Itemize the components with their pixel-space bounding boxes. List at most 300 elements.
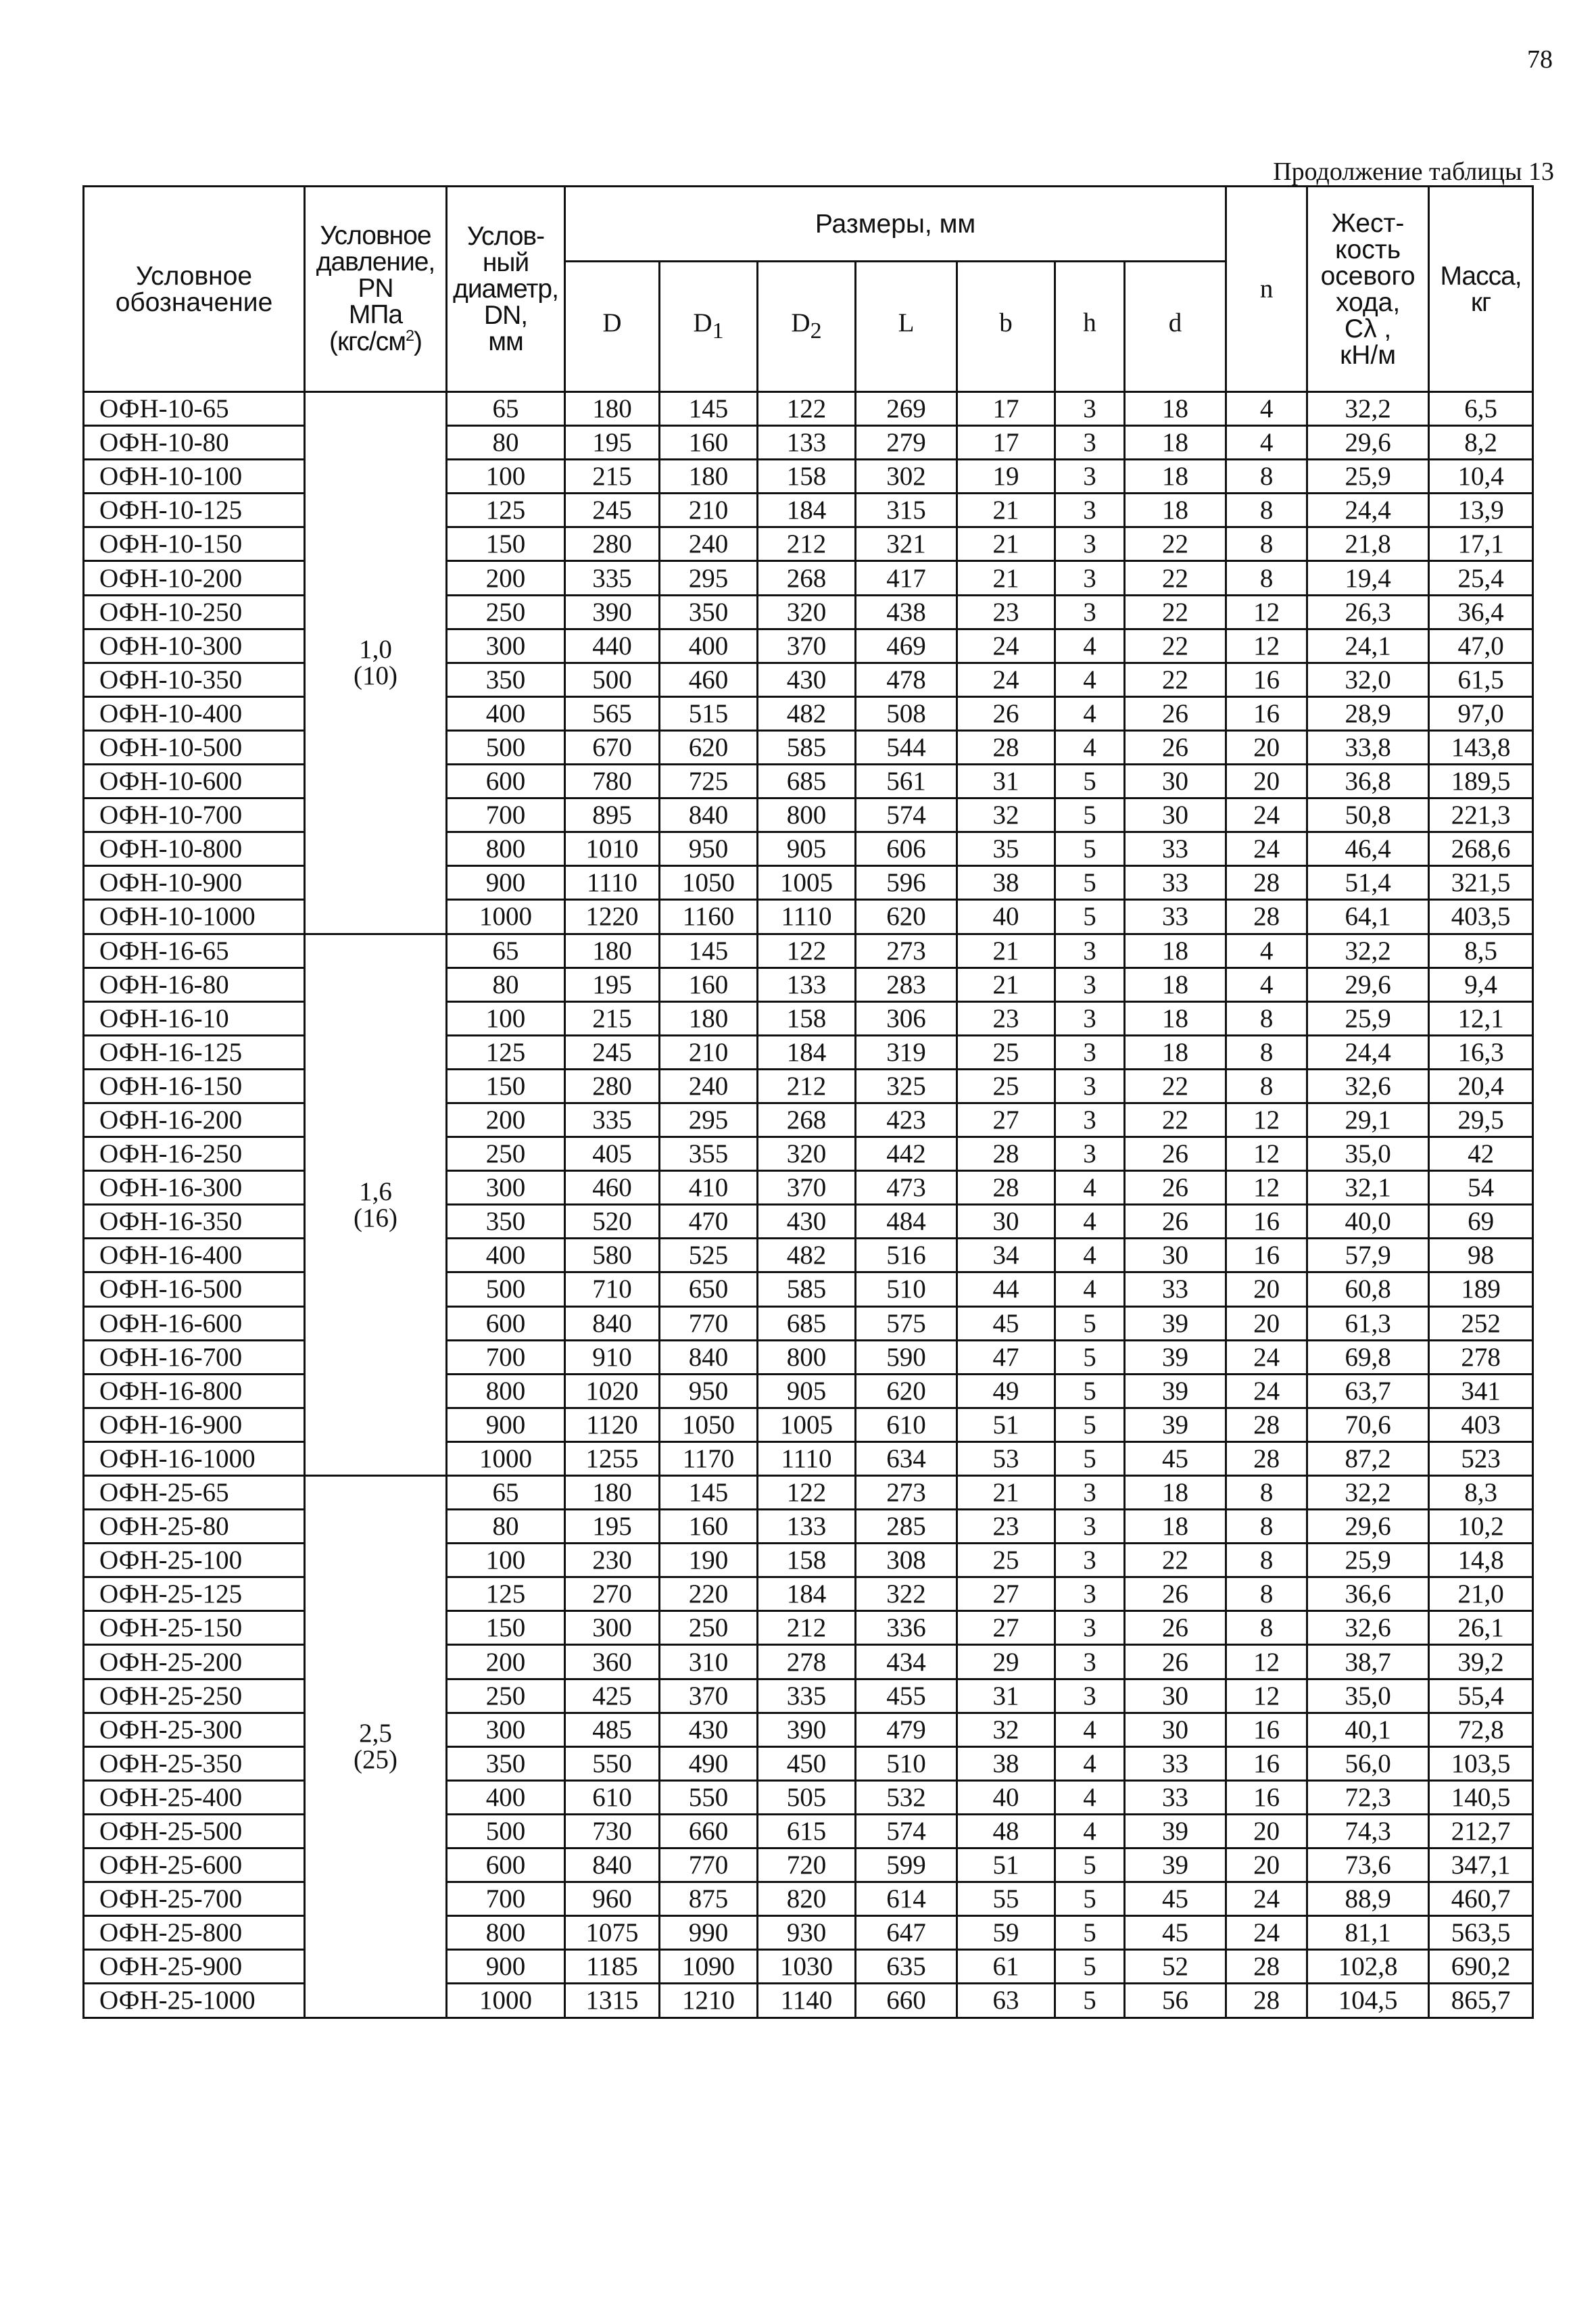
value-cell: 23 — [957, 1001, 1055, 1035]
value-cell: 800 — [447, 1374, 565, 1408]
value-cell: 505 — [758, 1780, 856, 1814]
designation-cell: ОФН-16-900 — [84, 1408, 305, 1441]
table-row — [84, 866, 1533, 900]
table-row — [84, 1544, 1533, 1577]
value-cell: 434 — [856, 1645, 957, 1679]
value-cell: 1005 — [758, 1408, 856, 1441]
value-cell: 30 — [957, 1205, 1055, 1239]
value-cell: 1075 — [565, 1916, 660, 1950]
value-cell: 685 — [758, 765, 856, 798]
value-cell: 470 — [660, 1205, 758, 1239]
value-cell: 245 — [565, 494, 660, 527]
table-row — [84, 765, 1533, 798]
value-cell: 430 — [660, 1713, 758, 1746]
value-cell: 14,8 — [1429, 1544, 1533, 1577]
table-row — [84, 1510, 1533, 1544]
value-cell: 48 — [957, 1814, 1055, 1848]
value-cell: 40,1 — [1307, 1713, 1429, 1746]
header-dim-D1: D1 — [660, 262, 758, 392]
value-cell: 273 — [856, 934, 957, 968]
value-cell: 423 — [856, 1103, 957, 1137]
value-cell: 22 — [1125, 595, 1226, 629]
table-row — [84, 1171, 1533, 1205]
value-cell: 42 — [1429, 1137, 1533, 1171]
value-cell: 35,0 — [1307, 1679, 1429, 1713]
value-cell: 21 — [957, 494, 1055, 527]
value-cell: 133 — [758, 426, 856, 460]
table-row — [84, 1205, 1533, 1239]
value-cell: 430 — [758, 663, 856, 696]
value-cell: 28,9 — [1307, 696, 1429, 730]
value-cell: 22 — [1125, 561, 1226, 595]
header-dim-b: b — [957, 262, 1055, 392]
value-cell: 482 — [758, 1239, 856, 1272]
value-cell: 4 — [1055, 1239, 1125, 1272]
value-cell: 268 — [758, 561, 856, 595]
value-cell: 72,8 — [1429, 1713, 1533, 1746]
value-cell: 39,2 — [1429, 1645, 1533, 1679]
value-cell: 39 — [1125, 1814, 1226, 1848]
value-cell: 29,5 — [1429, 1103, 1533, 1137]
value-cell: 32,6 — [1307, 1069, 1429, 1103]
table-row — [84, 1814, 1533, 1848]
table-row — [84, 1340, 1533, 1374]
value-cell: 341 — [1429, 1374, 1533, 1408]
value-cell: 308 — [856, 1544, 957, 1577]
value-cell: 900 — [447, 1408, 565, 1441]
value-cell: 25,9 — [1307, 460, 1429, 494]
value-cell: 430 — [758, 1205, 856, 1239]
table-row — [84, 1611, 1533, 1645]
value-cell: 33 — [1125, 1272, 1226, 1306]
designation-cell: ОФН-16-250 — [84, 1137, 305, 1171]
designation-cell: ОФН-10-500 — [84, 730, 305, 764]
value-cell: 189 — [1429, 1272, 1533, 1306]
value-cell: 8 — [1226, 494, 1307, 527]
pressure-group-cell: 1,6 (16) — [305, 934, 447, 1476]
value-cell: 5 — [1055, 798, 1125, 832]
value-cell: 5 — [1055, 765, 1125, 798]
value-cell: 53 — [957, 1441, 1055, 1475]
value-cell: 1050 — [660, 866, 758, 900]
value-cell: 3 — [1055, 1035, 1125, 1069]
value-cell: 1030 — [758, 1950, 856, 1984]
table-row — [84, 1001, 1533, 1035]
value-cell: 4 — [1226, 934, 1307, 968]
value-cell: 102,8 — [1307, 1950, 1429, 1984]
value-cell: 1005 — [758, 866, 856, 900]
value-cell: 250 — [447, 1679, 565, 1713]
value-cell: 895 — [565, 798, 660, 832]
value-cell: 12 — [1226, 1137, 1307, 1171]
value-cell: 125 — [447, 494, 565, 527]
value-cell: 56 — [1125, 1984, 1226, 2018]
table-row — [84, 1679, 1533, 1713]
value-cell: 455 — [856, 1679, 957, 1713]
value-cell: 8 — [1226, 1069, 1307, 1103]
header-n: n — [1226, 187, 1307, 392]
value-cell: 840 — [565, 1848, 660, 1882]
value-cell: 600 — [447, 1848, 565, 1882]
value-cell: 450 — [758, 1746, 856, 1780]
value-cell: 865,7 — [1429, 1984, 1533, 2018]
value-cell: 100 — [447, 1544, 565, 1577]
value-cell: 133 — [758, 1510, 856, 1544]
value-cell: 8 — [1226, 1035, 1307, 1069]
header-diameter: Услов- ный диаметр, DN, мм — [447, 187, 565, 392]
value-cell: 20,4 — [1429, 1069, 1533, 1103]
value-cell: 532 — [856, 1780, 957, 1814]
value-cell: 180 — [565, 934, 660, 968]
value-cell: 200 — [447, 1103, 565, 1137]
value-cell: 350 — [660, 595, 758, 629]
designation-cell: ОФН-10-400 — [84, 696, 305, 730]
value-cell: 950 — [660, 832, 758, 866]
value-cell: 8,3 — [1429, 1476, 1533, 1510]
value-cell: 80 — [447, 968, 565, 1001]
value-cell: 8 — [1226, 460, 1307, 494]
designation-cell: ОФН-25-900 — [84, 1950, 305, 1984]
value-cell: 285 — [856, 1510, 957, 1544]
designation-cell: ОФН-10-350 — [84, 663, 305, 696]
table-row — [84, 527, 1533, 561]
value-cell: 28 — [1226, 1950, 1307, 1984]
value-cell: 1160 — [660, 900, 758, 934]
value-cell: 273 — [856, 1476, 957, 1510]
table-row — [84, 595, 1533, 629]
value-cell: 80 — [447, 426, 565, 460]
value-cell: 250 — [447, 595, 565, 629]
table-row — [84, 561, 1533, 595]
value-cell: 61 — [957, 1950, 1055, 1984]
value-cell: 97,0 — [1429, 696, 1533, 730]
value-cell: 300 — [447, 1171, 565, 1205]
value-cell: 417 — [856, 561, 957, 595]
value-cell: 18 — [1125, 494, 1226, 527]
table-row — [84, 1272, 1533, 1306]
value-cell: 12 — [1226, 1103, 1307, 1137]
value-cell: 212 — [758, 1611, 856, 1645]
value-cell: 405 — [565, 1137, 660, 1171]
value-cell: 180 — [565, 1476, 660, 1510]
value-cell: 561 — [856, 765, 957, 798]
table-row — [84, 1577, 1533, 1611]
value-cell: 24 — [1226, 1374, 1307, 1408]
value-cell: 8 — [1226, 1510, 1307, 1544]
value-cell: 400 — [447, 1780, 565, 1814]
designation-cell: ОФН-16-10 — [84, 1001, 305, 1035]
value-cell: 20 — [1226, 1306, 1307, 1340]
value-cell: 40 — [957, 900, 1055, 934]
value-cell: 4 — [1055, 1171, 1125, 1205]
value-cell: 1090 — [660, 1950, 758, 1984]
designation-cell: ОФН-25-65 — [84, 1476, 305, 1510]
value-cell: 69,8 — [1307, 1340, 1429, 1374]
value-cell: 16 — [1226, 1239, 1307, 1272]
value-cell: 33 — [1125, 1780, 1226, 1814]
value-cell: 210 — [660, 1035, 758, 1069]
value-cell: 65 — [447, 392, 565, 426]
value-cell: 800 — [758, 1340, 856, 1374]
value-cell: 5 — [1055, 1848, 1125, 1882]
value-cell: 25,9 — [1307, 1001, 1429, 1035]
value-cell: 606 — [856, 832, 957, 866]
value-cell: 47 — [957, 1340, 1055, 1374]
designation-cell: ОФН-16-350 — [84, 1205, 305, 1239]
designation-cell: ОФН-25-150 — [84, 1611, 305, 1645]
value-cell: 26 — [1125, 730, 1226, 764]
value-cell: 660 — [660, 1814, 758, 1848]
value-cell: 400 — [660, 629, 758, 663]
value-cell: 4 — [1226, 426, 1307, 460]
value-cell: 60,8 — [1307, 1272, 1429, 1306]
value-cell: 145 — [660, 392, 758, 426]
value-cell: 16 — [1226, 696, 1307, 730]
table-row — [84, 460, 1533, 494]
table-row — [84, 1137, 1533, 1171]
value-cell: 28 — [1226, 1984, 1307, 2018]
value-cell: 5 — [1055, 1882, 1125, 1916]
header-dim-D: D — [565, 262, 660, 392]
value-cell: 905 — [758, 832, 856, 866]
value-cell: 65 — [447, 1476, 565, 1510]
value-cell: 3 — [1055, 494, 1125, 527]
value-cell: 26 — [1125, 1611, 1226, 1645]
value-cell: 61,5 — [1429, 663, 1533, 696]
value-cell: 72,3 — [1307, 1780, 1429, 1814]
value-cell: 685 — [758, 1306, 856, 1340]
value-cell: 295 — [660, 561, 758, 595]
value-cell: 158 — [758, 460, 856, 494]
value-cell: 16,3 — [1429, 1035, 1533, 1069]
value-cell: 195 — [565, 1510, 660, 1544]
value-cell: 650 — [660, 1272, 758, 1306]
value-cell: 840 — [660, 1340, 758, 1374]
value-cell: 279 — [856, 426, 957, 460]
value-cell: 45 — [957, 1306, 1055, 1340]
designation-cell: ОФН-16-1000 — [84, 1441, 305, 1475]
value-cell: 5 — [1055, 1408, 1125, 1441]
value-cell: 620 — [660, 730, 758, 764]
designation-cell: ОФН-10-300 — [84, 629, 305, 663]
value-cell: 510 — [856, 1272, 957, 1306]
designation-cell: ОФН-25-350 — [84, 1746, 305, 1780]
value-cell: 700 — [447, 1340, 565, 1374]
table-row — [84, 629, 1533, 663]
value-cell: 460,7 — [1429, 1882, 1533, 1916]
value-cell: 306 — [856, 1001, 957, 1035]
value-cell: 10,4 — [1429, 460, 1533, 494]
value-cell: 370 — [758, 629, 856, 663]
table-row — [84, 900, 1533, 934]
value-cell: 725 — [660, 765, 758, 798]
table-row — [84, 1713, 1533, 1746]
table-row — [84, 1882, 1533, 1916]
value-cell: 5 — [1055, 1984, 1125, 2018]
value-cell: 4 — [1055, 696, 1125, 730]
value-cell: 515 — [660, 696, 758, 730]
value-cell: 438 — [856, 595, 957, 629]
value-cell: 29,6 — [1307, 426, 1429, 460]
designation-cell: ОФН-25-80 — [84, 1510, 305, 1544]
value-cell: 28 — [1226, 866, 1307, 900]
value-cell: 500 — [447, 1272, 565, 1306]
value-cell: 212 — [758, 1069, 856, 1103]
value-cell: 16 — [1226, 663, 1307, 696]
value-cell: 3 — [1055, 1103, 1125, 1137]
value-cell: 210 — [660, 494, 758, 527]
designation-cell: ОФН-16-600 — [84, 1306, 305, 1340]
value-cell: 335 — [758, 1679, 856, 1713]
value-cell: 268 — [758, 1103, 856, 1137]
value-cell: 1255 — [565, 1441, 660, 1475]
value-cell: 3 — [1055, 1645, 1125, 1679]
value-cell: 45 — [1125, 1916, 1226, 1950]
value-cell: 730 — [565, 1814, 660, 1848]
value-cell: 22 — [1125, 1544, 1226, 1577]
value-cell: 9,4 — [1429, 968, 1533, 1001]
value-cell: 125 — [447, 1577, 565, 1611]
value-cell: 250 — [660, 1611, 758, 1645]
value-cell: 3 — [1055, 527, 1125, 561]
value-cell: 160 — [660, 426, 758, 460]
value-cell: 64,1 — [1307, 900, 1429, 934]
value-cell: 55,4 — [1429, 1679, 1533, 1713]
header-dim-D2: D2 — [758, 262, 856, 392]
value-cell: 770 — [660, 1848, 758, 1882]
value-cell: 40 — [957, 1780, 1055, 1814]
designation-cell: ОФН-16-400 — [84, 1239, 305, 1272]
value-cell: 17 — [957, 392, 1055, 426]
value-cell: 35 — [957, 832, 1055, 866]
value-cell: 36,6 — [1307, 1577, 1429, 1611]
value-cell: 32,6 — [1307, 1611, 1429, 1645]
value-cell: 1110 — [758, 1441, 856, 1475]
value-cell: 160 — [660, 1510, 758, 1544]
value-cell: 22 — [1125, 527, 1226, 561]
value-cell: 5 — [1055, 1950, 1125, 1984]
value-cell: 3 — [1055, 561, 1125, 595]
value-cell: 26 — [1125, 1645, 1226, 1679]
value-cell: 195 — [565, 968, 660, 1001]
value-cell: 26 — [957, 696, 1055, 730]
value-cell: 544 — [856, 730, 957, 764]
value-cell: 12 — [1226, 1679, 1307, 1713]
value-cell: 240 — [660, 1069, 758, 1103]
value-cell: 482 — [758, 696, 856, 730]
value-cell: 190 — [660, 1544, 758, 1577]
header-dim-L: L — [856, 262, 957, 392]
value-cell: 4 — [1055, 663, 1125, 696]
value-cell: 19 — [957, 460, 1055, 494]
value-cell: 212,7 — [1429, 1814, 1533, 1848]
value-cell: 150 — [447, 1069, 565, 1103]
value-cell: 33 — [1125, 900, 1226, 934]
value-cell: 52 — [1125, 1950, 1226, 1984]
value-cell: 930 — [758, 1916, 856, 1950]
value-cell: 18 — [1125, 426, 1226, 460]
value-cell: 403 — [1429, 1408, 1533, 1441]
value-cell: 74,3 — [1307, 1814, 1429, 1848]
value-cell: 574 — [856, 1814, 957, 1848]
value-cell: 245 — [565, 1035, 660, 1069]
value-cell: 335 — [565, 561, 660, 595]
value-cell: 4 — [1055, 1272, 1125, 1306]
value-cell: 65 — [447, 934, 565, 968]
value-cell: 28 — [1226, 900, 1307, 934]
value-cell: 4 — [1055, 1713, 1125, 1746]
value-cell: 17 — [957, 426, 1055, 460]
value-cell: 63,7 — [1307, 1374, 1429, 1408]
value-cell: 478 — [856, 663, 957, 696]
value-cell: 21 — [957, 561, 1055, 595]
value-cell: 47,0 — [1429, 629, 1533, 663]
value-cell: 800 — [447, 1916, 565, 1950]
value-cell: 150 — [447, 527, 565, 561]
value-cell: 24 — [1226, 1340, 1307, 1374]
value-cell: 51,4 — [1307, 866, 1429, 900]
table-row — [84, 1645, 1533, 1679]
value-cell: 400 — [447, 1239, 565, 1272]
value-cell: 5 — [1055, 1374, 1125, 1408]
value-cell: 33,8 — [1307, 730, 1429, 764]
value-cell: 24,4 — [1307, 494, 1429, 527]
table-row — [84, 1746, 1533, 1780]
value-cell: 46,4 — [1307, 832, 1429, 866]
value-cell: 140,5 — [1429, 1780, 1533, 1814]
value-cell: 12,1 — [1429, 1001, 1533, 1035]
value-cell: 4 — [1055, 629, 1125, 663]
value-cell: 473 — [856, 1171, 957, 1205]
value-cell: 17,1 — [1429, 527, 1533, 561]
designation-cell: ОФН-10-125 — [84, 494, 305, 527]
value-cell: 990 — [660, 1916, 758, 1950]
designation-cell: ОФН-25-600 — [84, 1848, 305, 1882]
value-cell: 575 — [856, 1306, 957, 1340]
value-cell: 900 — [447, 866, 565, 900]
value-cell: 12 — [1226, 1171, 1307, 1205]
designation-cell: ОФН-16-500 — [84, 1272, 305, 1306]
value-cell: 300 — [447, 1713, 565, 1746]
value-cell: 145 — [660, 1476, 758, 1510]
value-cell: 220 — [660, 1577, 758, 1611]
value-cell: 22 — [1125, 663, 1226, 696]
value-cell: 960 — [565, 1882, 660, 1916]
value-cell: 18 — [1125, 934, 1226, 968]
value-cell: 403,5 — [1429, 900, 1533, 934]
value-cell: 24,4 — [1307, 1035, 1429, 1069]
value-cell: 1000 — [447, 1984, 565, 2018]
value-cell: 184 — [758, 1577, 856, 1611]
value-cell: 21 — [957, 1476, 1055, 1510]
value-cell: 54 — [1429, 1171, 1533, 1205]
designation-cell: ОФН-25-800 — [84, 1916, 305, 1950]
value-cell: 200 — [447, 1645, 565, 1679]
value-cell: 3 — [1055, 1577, 1125, 1611]
value-cell: 350 — [447, 663, 565, 696]
designation-cell: ОФН-16-300 — [84, 1171, 305, 1205]
value-cell: 550 — [660, 1780, 758, 1814]
value-cell: 910 — [565, 1340, 660, 1374]
value-cell: 269 — [856, 392, 957, 426]
value-cell: 295 — [660, 1103, 758, 1137]
value-cell: 440 — [565, 629, 660, 663]
value-cell: 18 — [1125, 392, 1226, 426]
value-cell: 20 — [1226, 1814, 1307, 1848]
value-cell: 520 — [565, 1205, 660, 1239]
value-cell: 145 — [660, 934, 758, 968]
table-row — [84, 494, 1533, 527]
